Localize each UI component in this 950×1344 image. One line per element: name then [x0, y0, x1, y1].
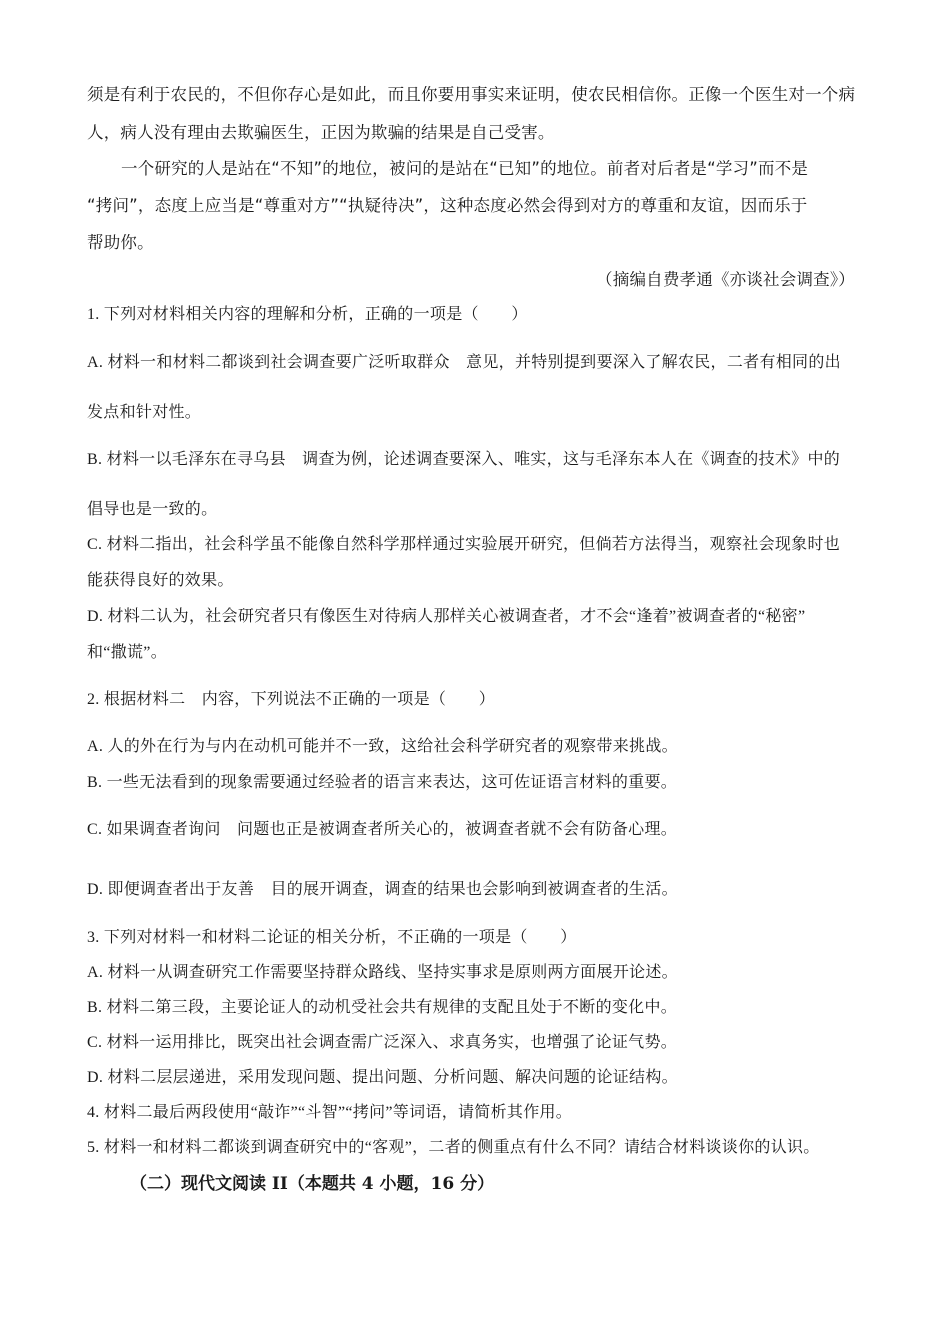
question-4-stem: 4. 材料二最后两段使用“敲诈”“斗智”“拷问”等词语，请简析其作用。 [87, 1104, 573, 1121]
question-1-option-b-cont: 倡导也是一致的。 [87, 501, 218, 518]
question-1-option-d-cont: 和“撒谎”。 [87, 644, 168, 661]
question-1-option-a: A. 材料一和材料二都谈到社会调查要广泛听取群众 意见，并特别提到要深入了解农民，二者有相同的出 [87, 354, 841, 371]
question-1-stem: 1. 下列对材料相关内容的理解和分析，正确的一项是（ ） [87, 306, 528, 323]
passage-line: “拷问”，态度上应当是“尊重对方”“执疑待决”，这种态度必然会得到对方的尊重和友谊，因而乐于 [87, 196, 808, 215]
question-1-option-b: B. 材料一以毛泽东在寻乌县 调查为例，论述调查要深入、唯实，这与毛泽东本人在《调查的技术》中的 [87, 451, 841, 468]
section-heading: （二）现代文阅读 II（本题共 4 小题，16 分） [130, 1174, 495, 1194]
question-1-option-c: C. 材料二指出，社会科学虽不能像自然科学那样通过实验展开研究，但倘若方法得当，观察社会现象时也 [87, 536, 841, 553]
question-1-option-d: D. 材料二认为，社会研究者只有像医生对待病人那样关心被调查者，才不会“逢着”被调查者的“秘密” [87, 608, 806, 625]
passage-line: 一个研究的人是站在“不知”的地位，被问的是站在“已知”的地位。前者对后者是“学习”而不是 [121, 159, 809, 178]
question-2-stem: 2. 根据材料二 内容，下列说法不正确的一项是（ ） [87, 691, 496, 708]
question-2-option-b: B. 一些无法看到的现象需要通过经验者的语言来表达，这可佐证语言材料的重要。 [87, 774, 678, 791]
question-2-option-c: C. 如果调查者询问 问题也正是被调查者所关心的，被调查者就不会有防备心理。 [87, 821, 678, 838]
passage-line: 帮助你。 [87, 233, 154, 252]
passage-line: 须是有利于农民的，不但你存心是如此，而且你要用事实来证明，使农民相信你。正像一个医生对一个病 [87, 85, 856, 104]
question-2-option-d: D. 即便调查者出于友善 目的展开调查，调查的结果也会影响到被调查者的生活。 [87, 881, 678, 898]
question-3-stem: 3. 下列对材料一和材料二论证的相关分析，不正确的一项是（ ） [87, 929, 577, 946]
passage-line: 人，病人没有理由去欺骗医生，正因为欺骗的结果是自己受害。 [87, 123, 555, 142]
question-3-option-d: D. 材料二层层递进，采用发现问题、提出问题、分析问题、解决问题的论证结构。 [87, 1069, 678, 1086]
question-1-option-c-cont: 能获得良好的效果。 [87, 572, 234, 589]
question-2-option-a: A. 人的外在行为与内在动机可能并不一致，这给社会科学研究者的观察带来挑战。 [87, 738, 678, 755]
question-3-option-b: B. 材料二第三段，主要论证人的动机受社会共有规律的支配且处于不断的变化中。 [87, 999, 678, 1016]
question-3-option-a: A. 材料一从调查研究工作需要坚持群众路线、坚持实事求是原则两方面展开论述。 [87, 964, 678, 981]
question-1-option-a-cont: 发点和针对性。 [87, 404, 202, 421]
passage-source: （摘编自费孝通《亦谈社会调查》） [596, 270, 855, 289]
question-3-option-c: C. 材料一运用排比，既突出社会调查需广泛深入、求真务实，也增强了论证气势。 [87, 1034, 678, 1051]
question-5-stem: 5. 材料一和材料二都谈到调查研究中的“客观”，二者的侧重点有什么不同？请结合材料谈谈你的认识。 [87, 1139, 820, 1156]
